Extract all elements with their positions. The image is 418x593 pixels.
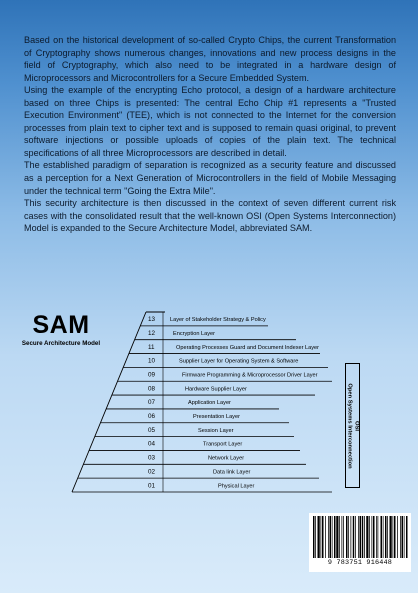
- blurb-paragraph-1: Based on the historical development of so-called Crypto Chips, the current Transformation of Cryptography shows numerous changes, innovations and new process designs in the field of Cryptography, which also need to be integrated in a hardware design of Microprocessors and Microcontrollers for a Secure Embedded System.: [24, 35, 396, 83]
- barcode-bar: [328, 516, 329, 558]
- barcode-bar: [318, 516, 320, 558]
- blurb-paragraph-4: This security architecture is then discussed in the context of seven different current risk cases with the consolidated result that the well-known OSI (Open Systems Interconnection) Model is expanded to the Secure Architecture Model, abbreviated SAM.: [24, 198, 396, 234]
- barcode-bar: [406, 516, 408, 558]
- layer-13-label: Layer of Stakeholder Strategy & Policy: [170, 317, 266, 324]
- isbn-number: 9 783751 916448: [327, 559, 393, 567]
- barcode-bar: [378, 516, 379, 558]
- layer-01-label: Physical Layer: [218, 483, 255, 490]
- barcode-bar: [376, 516, 377, 558]
- layer-05-number: 05: [148, 426, 156, 434]
- barcode-bar: [397, 516, 398, 558]
- osi-label-title: OSI: [353, 420, 360, 431]
- layer-02-label: Data link Layer: [213, 469, 251, 476]
- layer-11-label: Operating Processes Guard and Document Indexer Layer: [176, 344, 320, 351]
- layer-04-number: 04: [148, 440, 156, 448]
- layer-07-number: 07: [148, 399, 156, 407]
- barcode-bar: [348, 516, 349, 558]
- layer-12-number: 12: [148, 329, 156, 337]
- barcode-bar: [393, 516, 394, 558]
- layer-07-label: Application Layer: [188, 400, 231, 407]
- barcode-bar: [342, 516, 343, 558]
- barcode-bar: [343, 516, 344, 558]
- osi-label: [345, 363, 360, 488]
- layer-11-number: 11: [148, 343, 155, 351]
- barcode-bar: [387, 516, 388, 558]
- barcode-bar: [332, 516, 333, 558]
- layer-13-number: 13: [148, 316, 156, 324]
- pyramid-outline-left: [72, 312, 146, 492]
- barcode-bar: [369, 516, 370, 558]
- barcode-bar: [383, 516, 384, 558]
- layer-06-label: Presentation Layer: [193, 414, 240, 421]
- barcode-bar: [336, 516, 338, 558]
- layer-02-number: 02: [148, 468, 156, 476]
- layer-04-label: Transport Layer: [203, 441, 243, 448]
- layer-09-label: Firmware Programming & Microprocessor Driver Layer: [182, 372, 318, 379]
- layer-10-label: Supplier Layer for Operating System & Software: [179, 358, 299, 365]
- barcode-bar: [402, 516, 404, 558]
- barcode-bar: [366, 516, 368, 558]
- barcode-bar: [364, 516, 365, 558]
- barcode-bar: [390, 516, 392, 558]
- layer-08-label: Hardware Supplier Layer: [185, 386, 247, 393]
- barcode-bar: [325, 516, 326, 558]
- barcode-bar: [404, 516, 405, 558]
- barcode-bar: [330, 516, 332, 558]
- sam-title: SAM: [32, 311, 90, 339]
- barcode-bar: [358, 516, 359, 558]
- barcode-bar: [351, 516, 352, 558]
- layer-10-number: 10: [148, 357, 156, 365]
- layer-12-label: Encryption Layer: [173, 330, 215, 337]
- osi-label-subtitle: Open Systems Interconnection: [346, 382, 353, 469]
- isbn-barcode: [309, 513, 411, 572]
- barcode-bar: [339, 516, 340, 558]
- barcode-bar: [372, 516, 373, 558]
- back-cover-blurb: [24, 34, 396, 235]
- layer-06-number: 06: [148, 413, 156, 421]
- barcode-bar: [394, 516, 396, 558]
- layer-03-label: Network Layer: [208, 455, 245, 462]
- blurb-paragraph-2: Using the example of the encrypting Echo protocol, a design of a hardware architecture based on three Chips is presented: The central Echo Chip #1 represents a "Trusted Execution Environment" (TEE), which is not connected to the Internet for the conversion processes from plain text to cipher text and is supposed to remain quasi original, to prevent software injections or possible uploads of copies of the plain text. The technical specifications of all three Microprocessors are described in detail.: [24, 85, 396, 158]
- layer-05-label: Session Layer: [198, 427, 234, 434]
- barcode-bar: [353, 516, 355, 558]
- barcode-bar: [385, 516, 387, 558]
- barcode-bar: [400, 516, 401, 558]
- sam-subtitle: Secure Architecture Model: [21, 340, 101, 347]
- layer-01-number: 01: [148, 482, 156, 490]
- barcode-bar: [360, 516, 362, 558]
- barcode-bar: [315, 516, 316, 558]
- barcode-bar: [381, 516, 383, 558]
- layer-08-number: 08: [148, 385, 156, 393]
- barcode-bar: [334, 516, 336, 558]
- barcode-bar: [321, 516, 322, 558]
- blurb-paragraph-3: The established paradigm of separation is recognized as a security feature and discussed as a perception for a Next Generation of Microcontrollers in the field of Mobile Messaging under the technical term "Going the Extra Mile".: [24, 160, 396, 196]
- barcode-bar: [362, 516, 364, 558]
- barcode-bar: [346, 516, 348, 558]
- barcode-bar: [322, 516, 324, 558]
- barcode-bar: [373, 516, 375, 558]
- barcode-bars: [312, 516, 408, 558]
- layer-03-number: 03: [148, 454, 156, 462]
- barcode-bar: [355, 516, 356, 558]
- layer-09-number: 09: [148, 371, 156, 379]
- barcode-bar: [313, 516, 315, 558]
- sam-pyramid-diagram: [70, 305, 370, 505]
